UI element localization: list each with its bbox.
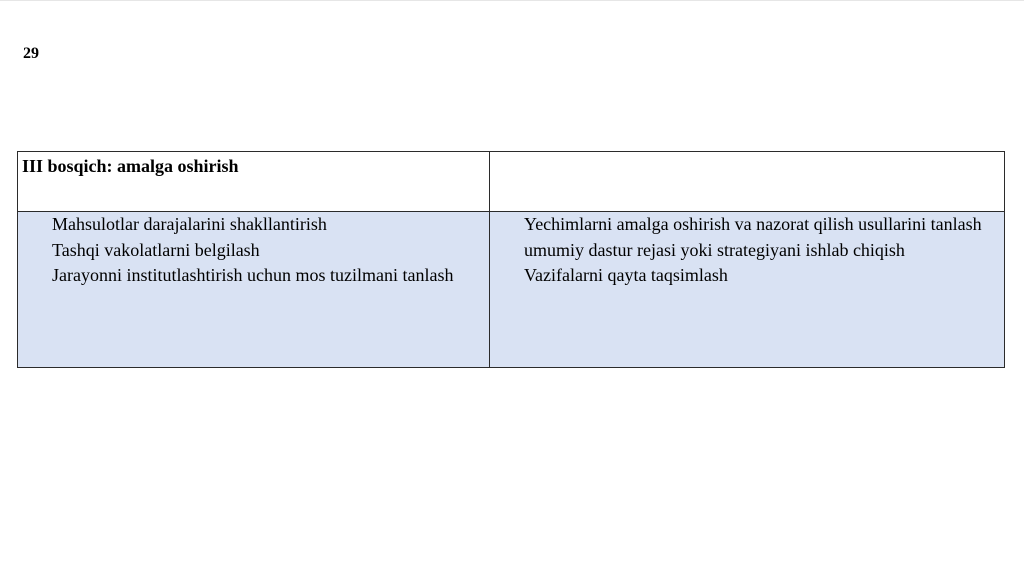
empty-header-cell [490,152,1005,212]
left-task-item: Mahsulotlar darajalarini shakllantirish [52,214,327,234]
left-tasks-cell [18,212,490,368]
page-number: 29 [23,45,39,62]
stage-title-cell: III bosqich: amalga oshirish [18,152,490,212]
table-header-row [18,152,1005,212]
table-body-row [18,212,1005,368]
right-task-item: Vazifalarni qayta taqsimlash [524,265,728,285]
left-task-item: Tashqi vakolatlarni belgilash [52,239,260,260]
left-task-item: Jarayonni institutlashtirish uchun mos tuzilmani tanlash [52,265,454,285]
right-task-item: umumiy dastur rejasi yoki strategiyani ishlab chiqish [524,239,905,260]
slide-top-border [0,0,1024,1]
right-tasks-cell [490,212,1005,368]
right-task-item: Yechimlarni amalga oshirish va nazorat qilish usullarini tanlash [524,214,982,234]
stage-table [17,151,1005,368]
